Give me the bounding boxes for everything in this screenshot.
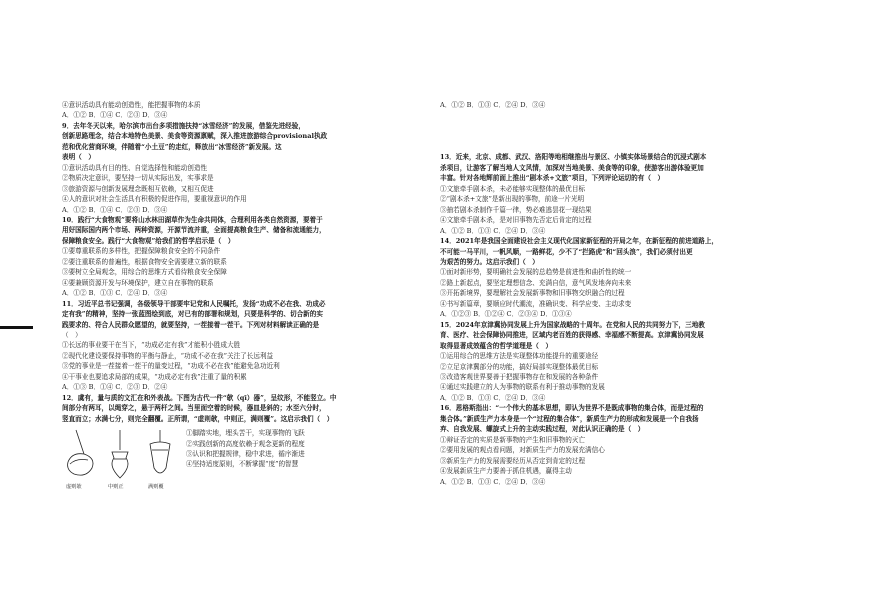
q9-option-1: ①意识活动具有目的性、自觉选择性和能动创造性 bbox=[62, 163, 208, 172]
q16-option-1: ①辩证否定的实质是新事物的产生和旧事物的灭亡 bbox=[440, 435, 586, 444]
q14-answers: A．①②③ B．①②④ C．②③④ D．①③④ bbox=[440, 310, 572, 319]
q12-option-4: ④坚持适度原则，不断掌握“度”的智慧 bbox=[186, 460, 299, 469]
q12-option-2: ②实践创新的高度依赖于观念更新的程度 bbox=[186, 439, 305, 448]
q15-option-4: ④通过实践建立的人为事物的联系有利于推动事物的发展 bbox=[440, 383, 605, 392]
q16-option-2: ②要用发展的观点看问题，对新质生产力的发展充满信心 bbox=[440, 446, 605, 455]
q12-option-1: ①脚踏实地，埋头苦干，实现事物的飞跃 bbox=[186, 429, 305, 438]
question-12 bbox=[62, 393, 430, 492]
right-column bbox=[440, 100, 808, 487]
q10-option-3: ③要树立全局观念，用综合的思维方式看待粮食安全保障 bbox=[62, 268, 227, 277]
question-14 bbox=[440, 236, 808, 320]
q9-option-2: ②物质决定意识，要坚持一切从实际出发，实事求是 bbox=[62, 174, 214, 183]
q9-option-3: ③旅游资源与创新发展理念既相互依赖，又相互促进 bbox=[62, 184, 214, 193]
blank-space bbox=[440, 110, 808, 152]
q12-stem-3: 竖直而立；水满七分，则完全翻覆。正所谓，“虚则欹，中则正，满则覆”。这启示我们（ ） bbox=[62, 414, 334, 423]
prev-option-4: ④意识活动具有能动创造性，能把握事物的本质 bbox=[62, 101, 201, 109]
q13-stem-1: 13．近来，北京、成都、武汉、洛阳等地相继推出与景区、小镇实体场景结合的沉浸式剧本 bbox=[440, 153, 707, 162]
q9-stem-3: 范和优化营商环境，伴随着“小土豆”的走红，释放出“冰雪经济”新发展。这 bbox=[62, 142, 282, 151]
page-edge-marker bbox=[0, 326, 33, 329]
q16-stem-3: 弃、自我发展、螺旋式上升的主动实践过程，对此认识正确的是（ ） bbox=[440, 425, 645, 434]
question-13 bbox=[440, 152, 808, 236]
q14-stem-1: 14．2021年是我国全面建设社会主义现代化国家新征程的开局之年，在新征程的前进道路上， bbox=[440, 237, 719, 246]
q13-option-2: ②“剧本杀+文旅”是新出现的事物，前途一片光明 bbox=[440, 195, 585, 204]
q15-stem-2: 育、医疗、社会保障协同推进，区域内老百姓的获得感、幸福感不断提高。京津冀协同发展 bbox=[440, 331, 704, 340]
q14-stem-3: 为艰苦的努力。这启示我们（ ） bbox=[440, 257, 539, 266]
q11-stem-4: （ ） bbox=[62, 330, 82, 339]
q11-option-2: ②现代化建设要保持事物的平衡与静止，“功成不必在我”关注了长远利益 bbox=[62, 351, 274, 360]
q15-option-2: ②立足京津冀部分的功能，搞好局部实现整体最优目标 bbox=[440, 362, 599, 371]
q15-stem-3: 取得显著成效蕴含的哲学道理是（ ） bbox=[440, 341, 553, 350]
question-10 bbox=[62, 215, 430, 299]
q10-option-4: ④要兼顾资源开发与环境保护，建立自在事物的联系 bbox=[62, 278, 214, 287]
q11-answers: A．①③ B．①④ C．②③ D．②④ bbox=[62, 383, 168, 392]
q13-option-4: ④文旅牵手剧本杀，是对旧事物先否定后肯定的过程 bbox=[440, 216, 592, 225]
q9-stem-4: 表明（ ） bbox=[62, 153, 95, 162]
q11-stem-1: 11．习近平总书记强调，各级领导干部要牢记党和人民嘱托，发扬“功成不必在我、功成必 bbox=[62, 299, 326, 308]
q14-stem-2: 不可能一马平川，一帆风顺，一路鲜花，少不了“拦路虎”和“回头浪”，我们必须付出更 bbox=[440, 247, 693, 256]
q10-stem-1: 10．践行“大食物观”要将山水林田湖草作为生命共同体，合理利用各类自然资源，要着于 bbox=[62, 215, 323, 224]
prev-answer-choices-right: A．①② B．①③ C．②④ D．③④ bbox=[440, 101, 546, 109]
q11-option-4: ④干事业也要追求局部的成果，“功成必定有我”注重了量的积累 bbox=[62, 372, 247, 381]
q13-option-1: ①文旅牵手剧本杀，未必能够实现整体的最优目标 bbox=[440, 184, 586, 193]
question-11 bbox=[62, 299, 430, 393]
caption-half-upright: 中则正 bbox=[108, 484, 124, 491]
q10-stem-2: 用好国际国内两个市场、两种资源，开源节流并重，全面提高粮食生产、储备和流通能力， bbox=[62, 226, 326, 235]
q14-option-2: ②路上新起点，要坚定理想信念、充满自信，意气风发地奔向未来 bbox=[440, 278, 632, 287]
question-9 bbox=[62, 121, 430, 215]
q12-option-3: ③认识和把握规律，稳中求进，循序渐进 bbox=[186, 449, 305, 458]
q13-answers: A．①② B．①③ C．②④ D．③④ bbox=[440, 226, 546, 235]
q14-option-1: ①面对新形势，要明确社会发展的总趋势是前进性和曲折性的统一 bbox=[440, 268, 632, 277]
q12-stem-1: 12．虞有，量与质的文汇在和外表战。下图为古代一件“欹（qī）器”，呈纹形，不能竖立。中 bbox=[62, 393, 337, 402]
q16-option-4: ④发展新质生产力要善于抓住机遇，赢得主动 bbox=[440, 467, 572, 476]
left-column bbox=[62, 100, 430, 492]
caption-full-overturns: 满则覆 bbox=[148, 484, 164, 491]
q15-stem-1: 15．2024年京津冀协同发展上升为国家战略的十周年。在党和人民的共同努力下，三地教 bbox=[440, 320, 705, 329]
q12-figure-row bbox=[62, 428, 430, 492]
q9-stem-1: 9．去年冬天以来，哈尔滨市出台多项措施扶持“冰雪经济”的发展，借鉴先进经验， bbox=[62, 121, 305, 130]
q11-option-3: ③党的事业是一茬接着一茬干的量变过程，“功成不必在我”能避免急功近利 bbox=[62, 362, 280, 371]
q15-answers: A．①② B．①③ C．②④ D．③④ bbox=[440, 393, 546, 402]
q14-option-3: ③开拓新境界，要理解社会发展新事物和旧事物交织融合的过程 bbox=[440, 289, 625, 298]
q12-options bbox=[186, 428, 305, 470]
qi-vessel-figure bbox=[62, 428, 182, 492]
q11-option-1: ①长远的事业要干在当下，“功成必定有我”才能积小胜成大胜 bbox=[62, 341, 241, 350]
q9-option-4: ④人的意识对社会生活具有积极的促进作用，要重视意识的作用 bbox=[62, 195, 247, 204]
q13-stem-2: 杀项目，让游客了解当地人文风情，加深对当地美景、美食等的印象，使游客出游体验更加 bbox=[440, 163, 704, 172]
q9-stem-2: 创新思路理念，结合本地特色美景、美食等资源禀赋，深入推进旅游综合provisional执政 bbox=[62, 132, 328, 141]
q11-stem-2: 定有我”的精神，坚持一张蓝图绘到底，对已有的部署和规划，只要是科学的、切合新的实 bbox=[62, 310, 323, 319]
q13-stem-3: 丰富。针对各地辉前面上推出“剧本杀+文旅”项目，下列评论运切的有（ ） bbox=[440, 174, 665, 183]
q16-answers: A．①② B．①③ C．②④ D．③④ bbox=[440, 477, 546, 486]
q15-option-1: ①运用综合的思维方法是实现整体功能提升的重要途径 bbox=[440, 352, 599, 361]
question-16 bbox=[440, 403, 808, 487]
q10-option-1: ①要尊重联系的多样性，把握保障粮食安全的不同条件 bbox=[62, 247, 221, 256]
q12-stem-2: 间部分有两耳，以绳穿之，悬于两杆之间。当里面空着的时候，器皿是斜的；水至六分时， bbox=[62, 404, 326, 413]
q9-answers: A．①② B．①④ C．②③ D．③④ bbox=[62, 205, 168, 214]
q11-stem-3: 践要求的、符合人民群众愿望的，就要坚持，一茬接着一茬干。下列对材料解读正确的是 bbox=[62, 320, 320, 329]
q13-option-3: ③抽若剧本杀制作千篇一律，势必难逃昙花一现结果 bbox=[440, 205, 592, 214]
prev-answer-choices: A．①② B．①④ C．②③ D．③④ bbox=[62, 111, 168, 120]
q16-stem-2: 集合体。”新质生产力本身是一个“过程的集合体”，新质生产力的形成和发展是一个自我扬 bbox=[440, 414, 699, 423]
q10-stem-3: 保障粮食安全。践行“大食物观”给我们的哲学启示是（ ） bbox=[62, 236, 235, 245]
q16-option-3: ③新质生产力的发展需要经历从否定到肯定的过程 bbox=[440, 456, 586, 465]
q10-option-2: ②要注重联系的普遍性，根据食物安全需要建立新的联系 bbox=[62, 257, 227, 266]
q14-option-4: ④书写新篇章，要顺应时代潮流，准确识变、科学应变、主动求变 bbox=[440, 299, 632, 308]
question-15 bbox=[440, 320, 808, 404]
q10-answers: A．①② B．①③ C．②④ D．③④ bbox=[62, 289, 168, 298]
q16-stem-1: 16．恩格斯指出：“一个伟大的基本思想，即认为世界不是既成事物的集合体，而是过程的 bbox=[440, 404, 704, 413]
q15-option-3: ③改造客观世界要善于把握事物存在和发展的各种条件 bbox=[440, 372, 599, 381]
caption-empty-tilts: 虚则欹 bbox=[66, 484, 82, 491]
